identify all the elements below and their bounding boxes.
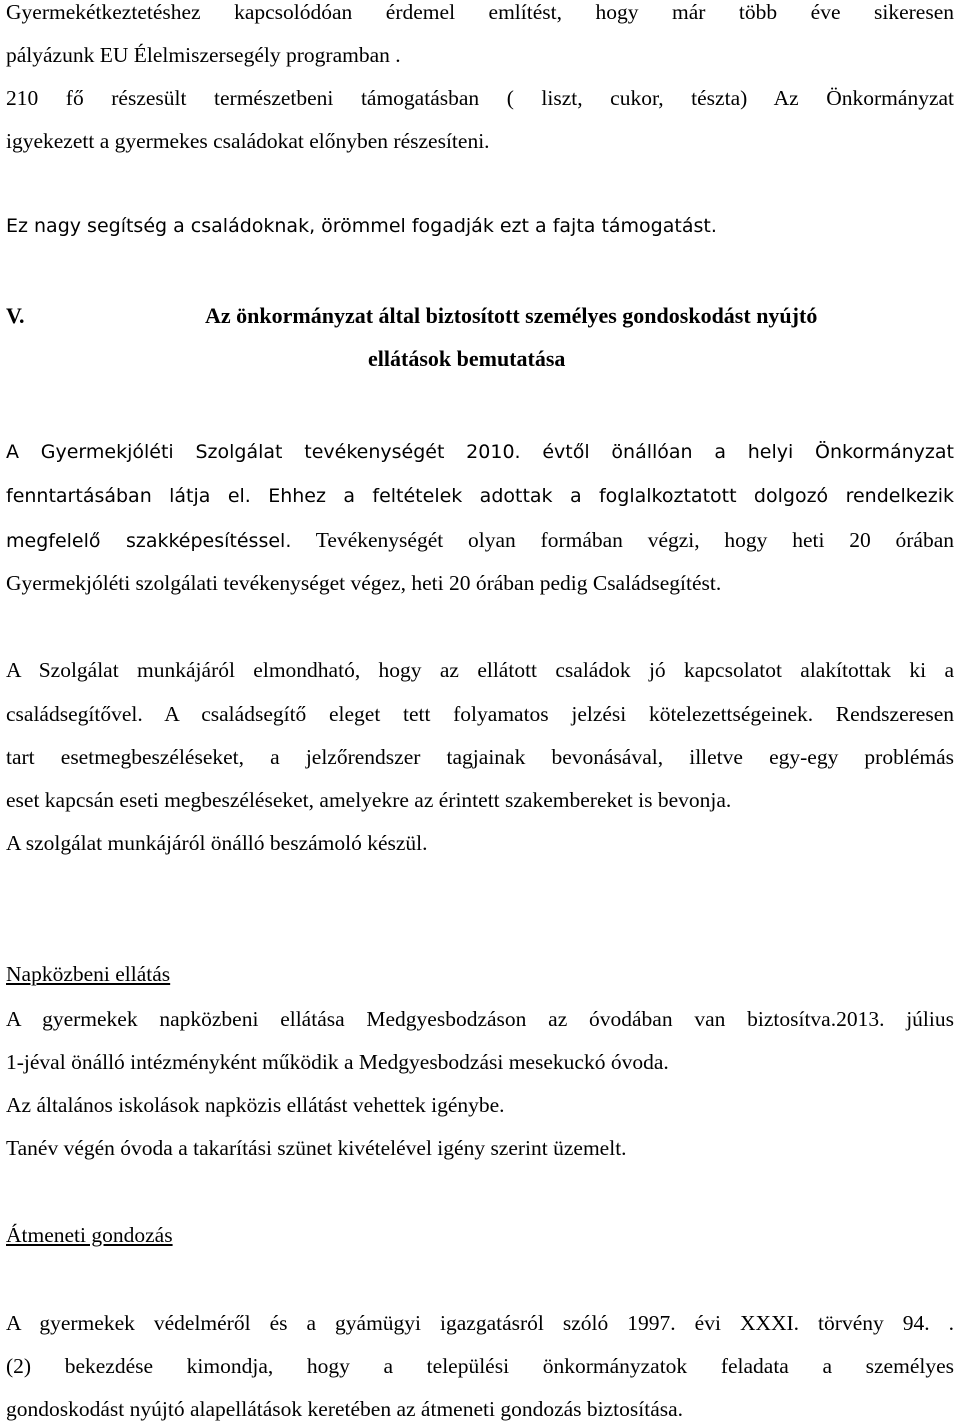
paragraph-line: családsegítővel. A családsegítő eleget tett folyamatos jelzési kötelezettségeinek. Rendszeresen (6, 702, 954, 726)
paragraph-line: 210 fő részesült természetbeni támogatásban ( liszt, cukor, tészta) Az Önkormányzat (6, 86, 954, 110)
paragraph-line: Gyermekétkeztetéshez kapcsolódóan érdemel említést, hogy már több éve sikeresen (6, 0, 954, 24)
paragraph-line (6, 443, 954, 462)
paragraph-line: eset kapcsán eseti megbeszéléseket, amelyekre az érintett szakembereket is bevonja. (6, 788, 732, 812)
paragraph-line (6, 573, 721, 595)
text-span: Gyermekjóléti szolgálati tevékenységet végez, heti 20 órában pedig Családsegítést. (6, 571, 722, 595)
paragraph-line: gondoskodást nyújtó alapellátások keretében az átmeneti gondozás biztosítása. (6, 1397, 684, 1421)
paragraph-line: Az általános iskolások napközis ellátást vehettek igénybe. (6, 1093, 505, 1117)
text-span: Tevékenységét olyan formában végzi, hogy heti 20 órában (291, 528, 954, 552)
section-title: Az önkormányzat által biztosított személyes gondoskodást nyújtó (205, 303, 818, 328)
text-span: fenntartásában látja el. Ehhez a feltételek adottak a foglalkoztatott dolgozó rendelkezik (6, 485, 954, 507)
paragraph-line: igyekezett a gyermekes családokat előnyben részesíteni. (6, 129, 490, 153)
paragraph-line: (2) bekezdése kimondja, hogy a települési önkormányzatok feladata a személyes (6, 1354, 954, 1378)
paragraph-line: A gyermekek védelméről és a gyámügyi igazgatásról szóló 1997. évi XXXI. törvény 94. . (6, 1311, 954, 1335)
paragraph-line: 1-jéval önálló intézményként működik a Medgyesbodzási mesekuckó óvoda. (6, 1050, 669, 1074)
paragraph-line: A gyermekek napközbeni ellátása Medgyesbodzáson az óvodában van biztosítva.2013. július (6, 1007, 954, 1031)
text-span: megfelelő szakképesítéssel. (6, 530, 292, 552)
paragraph-line: Tanév végén óvoda a takarítási szünet kivételével igény szerint üzemelt. (6, 1136, 627, 1160)
paragraph-line: A Szolgálat munkájáról elmondható, hogy az ellátott családok jó kapcsolatot alakítottak ki a (6, 658, 954, 682)
subsection-heading: Átmeneti gondozás (6, 1223, 173, 1247)
paragraph-line (6, 487, 954, 506)
subsection-heading: Napközbeni ellátás (6, 962, 171, 986)
paragraph-line (6, 530, 954, 552)
text-span: A Gyermekjóléti Szolgálat tevékenységét 2010. évtől önállóan a helyi Önkormányzat (6, 441, 954, 463)
paragraph-line: pályázunk EU Élelmiszersegély programban . (6, 43, 401, 67)
paragraph-text: Ez nagy segítség a családoknak, örömmel fogadják ezt a fajta támogatást. (6, 215, 717, 237)
section-number: V. (6, 303, 25, 328)
paragraph-line: tart esetmegbeszéléseket, a jelzőrendszer tagjainak bevonásával, illetve egy-egy problémás (6, 745, 954, 769)
section-title: ellátások bemutatása (368, 346, 566, 371)
paragraph-line: A szolgálat munkájáról önálló beszámoló készül. (6, 831, 428, 855)
